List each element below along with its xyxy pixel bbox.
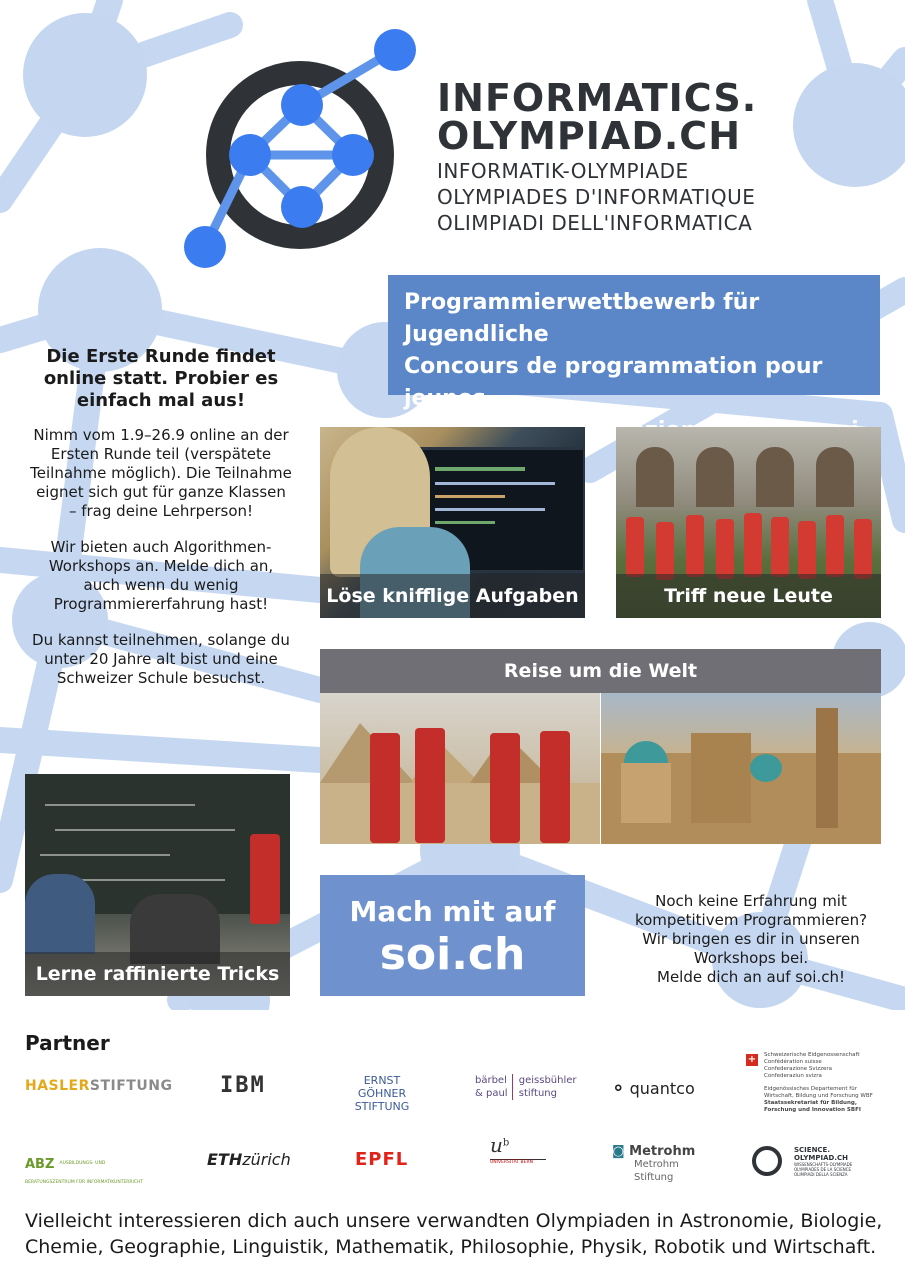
tagline-it: programmazione bbox=[501, 418, 712, 443]
metrohm-icon: ◙ bbox=[612, 1144, 625, 1159]
footer-related-olympiads: Vielleicht interessieren dich auch unsere verwandten Olympiaden in Astronomie, Biologie, Chemie, Geographie, Linguistik, Mathematik, Philosophie, Physik, Robotik und Wirtschaft. bbox=[25, 1210, 883, 1258]
caption-tricks: Lerne raffinierte Tricks bbox=[25, 952, 290, 996]
brand-title-line1: INFORMATICS. bbox=[437, 76, 758, 120]
cta-box[interactable] bbox=[320, 875, 585, 996]
logo-abz: ABZ AUSBILDUNGS- UND BERATUNGSZENTRUM FÜR INFORMATIKUNTERRICHT bbox=[25, 1157, 144, 1185]
brand-subtitle-de: INFORMATIK-OLYMPIADE bbox=[437, 159, 689, 183]
logo-hasler-stiftung: HASLERSTIFTUNG bbox=[25, 1078, 173, 1094]
brand-title-line2: OLYMPIAD.CH bbox=[437, 114, 741, 158]
swiss-cross-icon: + bbox=[747, 1054, 757, 1065]
photo-classroom bbox=[25, 774, 290, 996]
tagline-box bbox=[388, 275, 880, 443]
logo-swiss-confederation: + Schweizerische Eidgenossenschaft Confédération suisse Confederazione Svizzera Confederaziun svizra Eidgenössisches Departement für Wirtschaft, Bildung und Forschung WBF Staatssekretariat für Bildung, Forschung und Innovation SBFI bbox=[747, 1052, 873, 1113]
logo-ernst-goehner-stiftung: ERNST GÖHNER STIFTUNG bbox=[354, 1074, 410, 1113]
logo-eth-zurich: ETHzürich bbox=[207, 1150, 291, 1169]
logo-metrohm-stiftung: ◙ Metrohm Metrohm Stiftung bbox=[612, 1144, 696, 1183]
tagline-de: Programmierwettbewerb für Jugendliche bbox=[404, 290, 760, 347]
photo-pyramids bbox=[320, 693, 600, 844]
intro-heading: Die Erste Runde findet online statt. Probier es einfach mal aus! bbox=[43, 346, 279, 411]
photo-city bbox=[601, 693, 881, 844]
brand-subtitle-it: OLIMPIADI DELL'INFORMATICA bbox=[437, 211, 753, 235]
workshop-link[interactable]: Melde dich an auf soi.ch! bbox=[657, 968, 845, 986]
logo-epfl: EPFL bbox=[355, 1149, 409, 1170]
brand-subtitle-fr: OLYMPIADES D'INFORMATIQUE bbox=[437, 185, 756, 209]
logo-science-olympiad: SCIENCE. OLYMPIAD.CH WISSENSCHAFTS-OLYMPIADE OLYMPIADES DE LA SCIENCE OLIMPIADI DELLA SCIENZA bbox=[752, 1146, 882, 1177]
logo-university-bern: $u^b$ UNIVERSITÄT BERN bbox=[490, 1133, 546, 1166]
logo-geissbuehler-stiftung: bärbel & paul geissbühler stiftung bbox=[475, 1075, 577, 1099]
photo-coding bbox=[320, 427, 585, 618]
workshop-text: Noch keine Erfahrung mit kompetitivem Programmieren? Wir bringen es dir in unseren Workshops bei. bbox=[634, 892, 868, 967]
caption-tasks: Löse knifflige Aufgaben bbox=[320, 574, 585, 618]
intro-text-block bbox=[30, 346, 292, 705]
photo-group bbox=[616, 427, 881, 618]
caption-travel: Reise um die Welt bbox=[320, 649, 881, 693]
photo-travel bbox=[320, 649, 881, 844]
tagline-fr: Concours de programmation pour jeunes bbox=[404, 354, 823, 411]
science-olympiad-ring-icon bbox=[752, 1146, 782, 1176]
caption-people: Triff neue Leute bbox=[616, 574, 881, 618]
intro-paragraph-eligibility: Du kannst teilnehmen, solange du unter 20 Jahre alt bist und eine Schweizer Schule besuchst. bbox=[32, 631, 290, 687]
logo-ibm: IBM bbox=[220, 1073, 266, 1098]
olympiad-logo-icon bbox=[180, 25, 420, 275]
cta-line1: Mach mit auf bbox=[349, 895, 556, 928]
intro-paragraph-dates: Nimm vom 1.9–26.9 online an der Ersten Runde teil (verspätete Teilnahme möglich). Die Teilnahme eignet sich gut für ganze Klassen – frag deine Lehrperson! bbox=[30, 426, 292, 520]
logo-quantco: ∘ quantco bbox=[612, 1075, 695, 1099]
cta-link-soi[interactable]: soi.ch bbox=[379, 929, 526, 980]
partner-title: Partner bbox=[25, 1031, 110, 1055]
intro-paragraph-workshops: Wir bieten auch Algorithmen-Workshops an. Melde dich an, auch wenn du wenig Programmiererfahrung hast! bbox=[48, 538, 274, 613]
workshop-text-block bbox=[625, 892, 877, 987]
